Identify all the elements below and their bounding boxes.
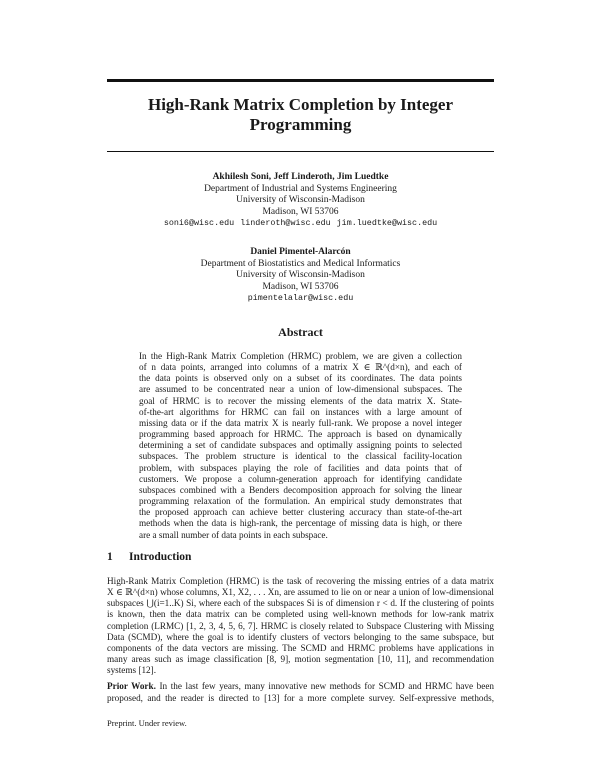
- text-line: of n data points, arranged into columns of a matrix X ∈ ℝ^(d×n), and each of: [139, 362, 462, 373]
- text-line: of-the-art algorithms for HRMC can fail on instances with a large amount of: [139, 406, 462, 417]
- author-department-1: Department of Industrial and Systems Engineering: [204, 183, 397, 194]
- author-block-1: [107, 172, 494, 230]
- paper-title: [107, 95, 494, 135]
- section-heading-introduction: [107, 551, 191, 563]
- text-line: High-Rank Matrix Completion (HRMC) is the task of recovering the missing entries of a data matrix: [107, 576, 494, 586]
- text-line: the data points is observed only on a subset of its coordinates. The data points: [139, 373, 462, 384]
- text-line: is known, then the data matrix can be completed using well-known methods for low-rank matrix: [107, 609, 494, 620]
- title-line-2: Programming: [249, 115, 352, 134]
- text-line: problem, with subspaces playing the role of facilities and data points that of: [139, 462, 462, 473]
- section-title: Introduction: [129, 551, 192, 563]
- email-link[interactable]: linderoth@wisc.edu: [240, 218, 331, 229]
- author-block-2: [107, 247, 494, 305]
- text-line: subspaces combined with a Benders decomposition approach for solving the linear: [139, 484, 462, 495]
- text-run: In the last few years, many innovative new methods for SCMD and HRMC have been: [155, 681, 494, 692]
- author-department-2: Department of Biostatistics and Medical Informatics: [200, 258, 401, 269]
- author-address-1: Madison, WI 53706: [262, 206, 339, 217]
- footer-note: Preprint. Under review.: [107, 718, 187, 728]
- text-line: [107, 681, 494, 692]
- section-number: 1: [107, 551, 113, 563]
- email-link[interactable]: pimentelalar@wisc.edu: [247, 293, 354, 304]
- text-line: determining a set of candidate subspaces and optimally assigning points to selected: [139, 440, 462, 451]
- text-line: the proposed approach can achieve better clustering accuracy than state-of-the-art: [139, 507, 462, 518]
- text-line: customers. We propose a column-generation approach for identifying candidate: [139, 473, 462, 484]
- text-line: programming based approach for HRMC. The approach is based on dynamically: [139, 429, 462, 440]
- author-university-2: University of Wisconsin-Madison: [236, 270, 365, 281]
- text-line: In the High-Rank Matrix Completion (HRMC) problem, we are given a collection: [139, 351, 462, 361]
- text-line: X ∈ ℝ^(d×n) whose columns, X1, X2, . . . Xn, are assumed to lie on or near a union of low-dimensional: [107, 587, 494, 598]
- author-names-2: Daniel Pimentel-Alarcón: [250, 247, 351, 257]
- author-emails-1: [107, 218, 494, 230]
- abstract-heading: Abstract: [278, 325, 323, 339]
- email-link[interactable]: jim.luedtke@wisc.edu: [336, 218, 438, 229]
- text-line: are assumed to be concentrated near a union of low-dimensional subspaces. The: [139, 384, 462, 395]
- text-line: methods when the data is high-rank, the percentage of missing data is high, or there: [139, 518, 462, 529]
- text-line: missing data or if the data matrix X is nearly full-rank. We propose a novel integer: [139, 417, 462, 428]
- title-rule-top: [107, 79, 494, 82]
- text-line: proposed, and the reader is directed to [13] for a more complete survey. Self-expressive methods,: [107, 692, 494, 703]
- text-line: Data (SCMD), where the goal is to identify clusters of vectors belonging to the same subspace, but: [107, 631, 494, 642]
- text-line: components of the data vectors are missing. The SCMD and HRMC problems have applications in: [107, 642, 494, 653]
- text-line: goal of HRMC is to recover the missing elements of the data matrix X. State-: [139, 395, 462, 406]
- author-university-1: University of Wisconsin-Madison: [236, 195, 365, 206]
- text-line: subspaces. The problem structure is identical to the classical facility-location: [139, 451, 462, 462]
- text-line: completion (LRMC) [1, 2, 3, 4, 5, 6, 7]. HRMC is closely related to Subspace Clustering with Missing: [107, 620, 494, 631]
- email-link[interactable]: soni6@wisc.edu: [163, 218, 235, 229]
- paragraph-lead: Prior Work.: [107, 681, 156, 692]
- abstract-body: [139, 351, 462, 541]
- text-line: subspaces ⋃(i=1..K) Si, where each of the subspaces Si is of dimension r < d. If the clustering of points: [107, 598, 494, 609]
- introduction-body: [107, 576, 494, 704]
- author-address-2: Madison, WI 53706: [262, 281, 339, 292]
- text-line: programming relaxation of the formulation. An empirical study demonstrates that: [139, 496, 462, 507]
- title-rule-bottom: [107, 151, 494, 152]
- author-names-1: Akhilesh Soni, Jeff Linderoth, Jim Luedtke: [212, 172, 389, 182]
- text-line: are a small number of data points in each subspace.: [139, 529, 328, 540]
- title-line-1: High-Rank Matrix Completion by Integer: [147, 95, 454, 114]
- text-line: many areas such as image classification [8, 9], motion segmentation [10, 11], and recommendation: [107, 654, 494, 665]
- text-line: systems [12].: [107, 665, 156, 676]
